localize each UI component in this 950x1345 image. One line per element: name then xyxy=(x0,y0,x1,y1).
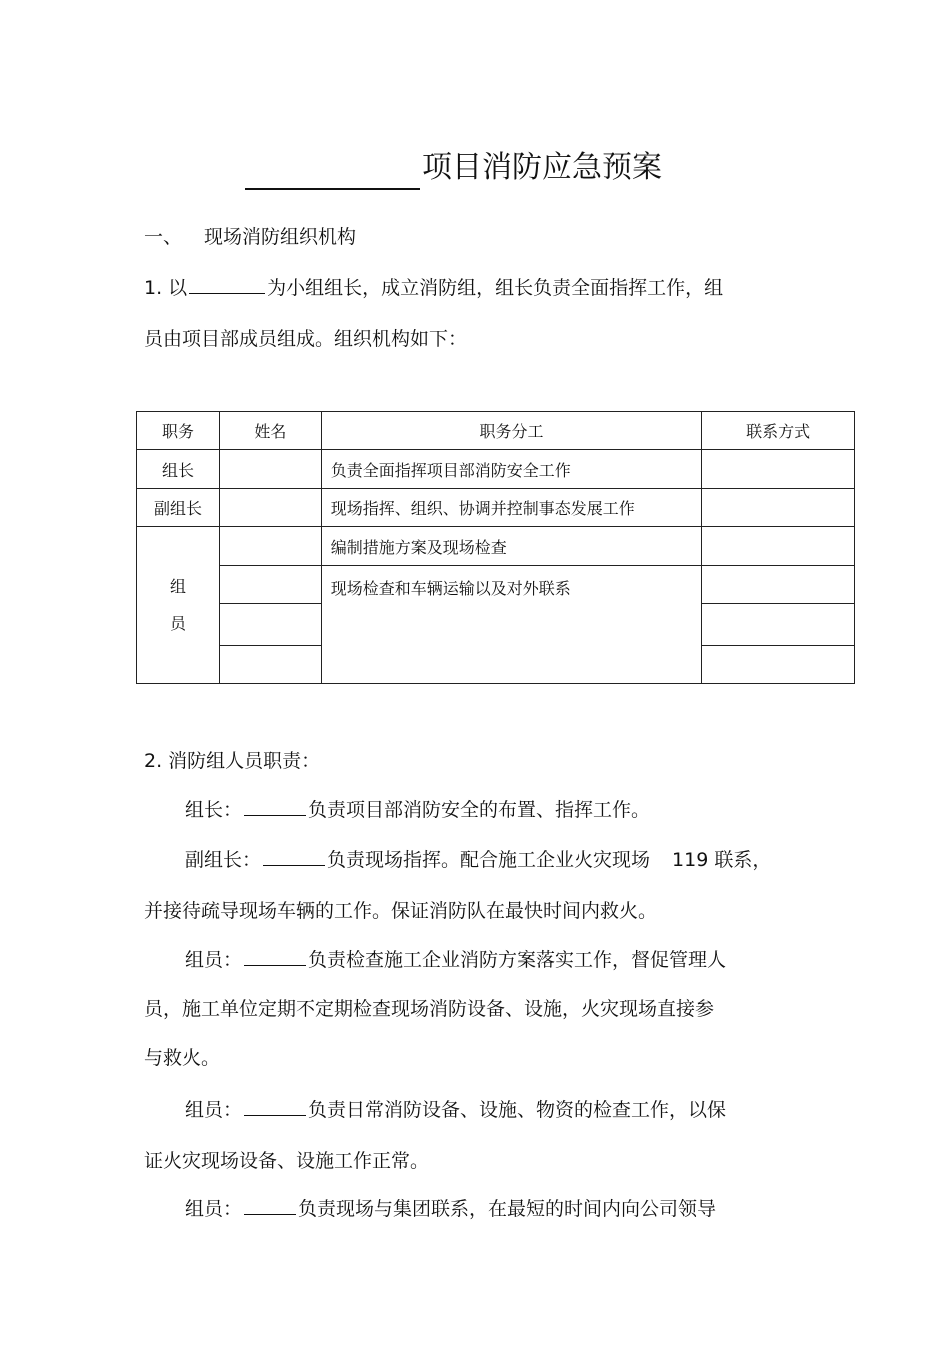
duty-cell: 现场指挥、组织、协调并控制事态发展工作 xyxy=(321,489,701,527)
contact-cell xyxy=(702,566,855,604)
member1-blank xyxy=(244,947,306,966)
deputy-text: 负责现场指挥。配合施工企业火灾现场 xyxy=(327,849,651,871)
title-text: 项目消防应急预案 xyxy=(422,150,662,185)
member3-label: 组员： xyxy=(185,1198,243,1220)
section1-number: 一、 xyxy=(144,226,183,248)
member-role-line2: 员 xyxy=(169,614,186,633)
header-duty: 职务分工 xyxy=(321,412,701,450)
duty-cell: 现场检查和车辆运输以及对外联系 xyxy=(321,566,701,684)
org-table xyxy=(136,411,855,684)
p1-suffix: 为小组组长，成立消防组，组长负责全面指挥工作，组 xyxy=(267,277,724,299)
document-title xyxy=(245,146,662,190)
paragraph-1-line1 xyxy=(144,275,723,301)
name-cell xyxy=(219,450,321,489)
duty-cell: 编制措施方案及现场检查 xyxy=(321,527,701,566)
deputy-number: 119 联系， xyxy=(672,849,772,871)
leader-label: 组长： xyxy=(185,799,243,821)
member3-blank xyxy=(244,1196,296,1215)
table-row xyxy=(137,527,855,566)
table-row xyxy=(137,450,855,489)
header-contact: 联系方式 xyxy=(702,412,855,450)
section1-heading xyxy=(144,224,356,250)
table-row xyxy=(137,489,855,527)
member3-duty xyxy=(185,1196,716,1222)
role-cell: 副组长 xyxy=(137,489,220,527)
p1-prefix: 1. 以 xyxy=(144,277,188,299)
member-role-line1: 组 xyxy=(169,577,186,596)
duty-cell: 负责全面指挥项目部消防安全工作 xyxy=(321,450,701,489)
member-role-cell xyxy=(137,527,220,684)
name-cell xyxy=(219,566,321,604)
table-row xyxy=(137,566,855,604)
leader-text: 负责项目部消防安全的布置、指挥工作。 xyxy=(308,799,651,821)
deputy-blank xyxy=(263,847,325,866)
contact-cell xyxy=(702,450,855,489)
title-blank-line xyxy=(245,152,420,190)
member1-text: 负责检查施工企业消防方案落实工作，督促管理人 xyxy=(308,949,727,971)
section1-title: 现场消防组织机构 xyxy=(204,226,357,248)
deputy-duty xyxy=(185,847,771,873)
contact-cell xyxy=(702,489,855,527)
header-role: 职务 xyxy=(137,412,220,450)
member2-blank xyxy=(244,1097,306,1116)
table-header-row xyxy=(137,412,855,450)
contact-cell xyxy=(702,604,855,646)
name-cell xyxy=(219,604,321,646)
member1-duty xyxy=(185,947,726,973)
leader-blank xyxy=(244,797,306,816)
leader-name-blank xyxy=(189,275,265,294)
deputy-label: 副组长： xyxy=(185,849,262,871)
member1-duty-line3: 与救火。 xyxy=(144,1047,221,1069)
member1-label: 组员： xyxy=(185,949,243,971)
paragraph-1-line2: 员由项目部成员组成。组织机构如下： xyxy=(144,328,468,350)
name-cell xyxy=(219,489,321,527)
member2-duty xyxy=(185,1097,726,1123)
member3-text: 负责现场与集团联系，在最短的时间内向公司领导 xyxy=(298,1198,717,1220)
name-cell xyxy=(219,646,321,684)
role-cell: 组长 xyxy=(137,450,220,489)
member2-label: 组员： xyxy=(185,1099,243,1121)
deputy-duty-line2: 并接待疏导现场车辆的工作。保证消防队在最快时间内救火。 xyxy=(144,900,658,922)
header-name: 姓名 xyxy=(219,412,321,450)
leader-duty xyxy=(185,797,650,823)
member1-duty-line2: 员，施工单位定期不定期检查现场消防设备、设施，火灾现场直接参 xyxy=(144,998,715,1020)
member2-duty-line2: 证火灾现场设备、设施工作正常。 xyxy=(144,1150,430,1172)
section2-heading: 2. 消防组人员职责： xyxy=(144,750,321,772)
contact-cell xyxy=(702,527,855,566)
contact-cell xyxy=(702,646,855,684)
member2-text: 负责日常消防设备、设施、物资的检查工作，以保 xyxy=(308,1099,727,1121)
name-cell xyxy=(219,527,321,566)
